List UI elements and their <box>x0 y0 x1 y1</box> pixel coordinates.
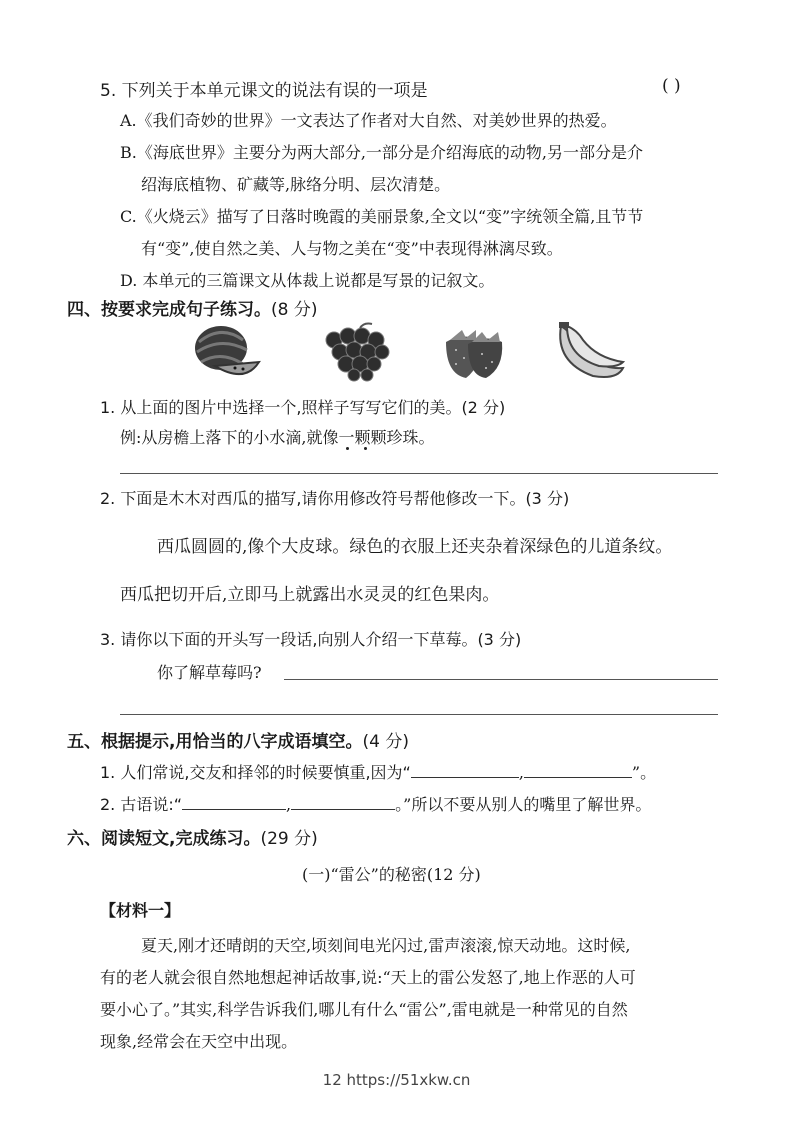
answer-line[interactable] <box>120 714 718 715</box>
answer-line[interactable] <box>284 679 718 680</box>
section-5-title: 五、根据提示,用恰当的八字成语填空。(4 分) <box>67 732 409 752</box>
option-b: B.《海底世界》主要分为两大部分,一部分是介绍海底的动物,另一部分是介 <box>120 143 644 162</box>
option-b-cont: 绍海底植物、矿藏等,脉络分明、层次清楚。 <box>141 175 451 194</box>
answer-line[interactable] <box>120 473 718 474</box>
answer-paren: ( ) <box>662 76 681 96</box>
question-5-1: 1. 人们常说,交友和择邻的时候要慎重,因为“ , ”。 <box>100 763 657 782</box>
paragraph-line: 夏天,刚才还晴朗的天空,顷刻间电光闪过,雷声滚滚,惊天动地。这时候, <box>141 936 631 955</box>
option-c: C.《火烧云》描写了日落时晚霞的美丽景象,全文以“变”字统领全篇,且节节 <box>120 207 644 226</box>
banana-icon <box>553 322 627 382</box>
question-4-1: 1. 从上面的图片中选择一个,照样子写写它们的美。(2 分) <box>100 398 506 417</box>
section-4-title: 四、按要求完成句子练习。(8 分) <box>67 300 318 320</box>
example-sentence: 例:从房檐上落下的小水滴,就像一颗颗珍珠。 <box>120 428 435 447</box>
option-a: A.《我们奇妙的世界》一文表达了作者对大自然、对美妙世界的热爱。 <box>120 111 617 130</box>
watermelon-icon <box>193 322 263 382</box>
option-c-cont: 有“变”,使自然之美、人与物之美在“变”中表现得淋漓尽致。 <box>141 239 563 258</box>
answer-opening: 你了解草莓吗? <box>157 663 262 682</box>
paragraph-line: 现象,经常会在天空中出现。 <box>100 1032 298 1051</box>
section-6-title: 六、阅读短文,完成练习。(29 分) <box>67 829 318 849</box>
paragraph-line: 有的老人就会很自然地想起神话故事,说:“天上的雷公发怒了,地上作恶的人可 <box>100 968 636 987</box>
strawberry-icon <box>442 322 506 382</box>
question-4-2: 2. 下面是木木对西瓜的描写,请你用修改符号帮他修改一下。(3 分) <box>100 489 570 508</box>
question-4-3: 3. 请你以下面的开头写一段话,向别人介绍一下草莓。(3 分) <box>100 630 522 649</box>
blank-field[interactable] <box>524 763 632 778</box>
question-5-stem: 5. 下列关于本单元课文的说法有误的一项是 <box>100 81 428 101</box>
emphasis-dot <box>364 447 367 450</box>
material-label: 【材料一】 <box>100 901 181 920</box>
page-footer: 12 https://51xkw.cn <box>322 1071 471 1089</box>
option-d: D. 本单元的三篇课文从体裁上说都是写景的记叙文。 <box>120 271 495 290</box>
paragraph-line: 要小心了。”其实,科学告诉我们,哪儿有什么“雷公”,雷电就是一种常见的自然 <box>100 1000 628 1019</box>
blank-field[interactable] <box>182 795 286 810</box>
watermelon-text-line-1: 西瓜圆圆的,像个大皮球。绿色的衣服上还夹杂着深绿色的儿道条纹。 <box>157 537 673 557</box>
blank-field[interactable] <box>291 795 395 810</box>
blank-field[interactable] <box>411 763 519 778</box>
emphasis-dot <box>346 447 349 450</box>
reading-subtitle: (一)“雷公”的秘密(12 分) <box>302 865 481 884</box>
watermelon-text-line-2: 西瓜把切开后,立即马上就露出水灵灵的红色果肉。 <box>120 585 500 605</box>
question-5-2: 2. 古语说:“ , 。”所以不要从别人的嘴里了解世界。 <box>100 795 652 814</box>
grapes-icon <box>320 322 392 382</box>
